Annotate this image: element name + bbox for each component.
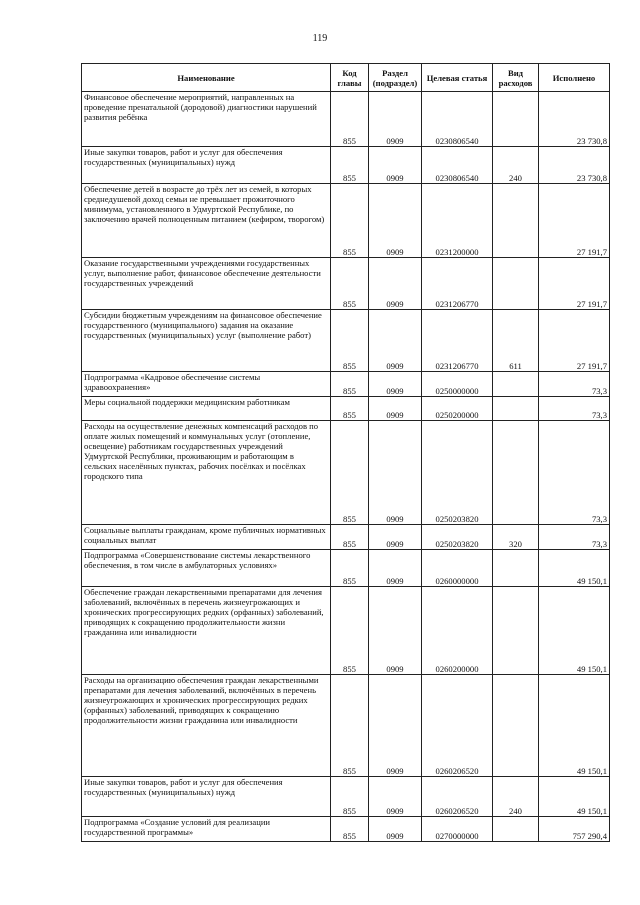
table-row bbox=[82, 817, 610, 842]
row-executed: 49 150,1 bbox=[539, 587, 610, 675]
row-executed: 49 150,1 bbox=[539, 675, 610, 777]
row-executed: 73,3 bbox=[539, 397, 610, 421]
row-name: Иные закупки товаров, работ и услуг для обеспечения государственных (муниципальных) нужд bbox=[82, 777, 331, 817]
row-type bbox=[493, 587, 539, 675]
row-name: Финансовое обеспечение мероприятий, направленных на проведение пренатальной (дородовой) диагностики нарушений развития ребёнка bbox=[82, 92, 331, 147]
table-row bbox=[82, 372, 610, 397]
row-section: 0909 bbox=[369, 92, 422, 147]
row-code: 855 bbox=[331, 421, 369, 525]
row-type bbox=[493, 372, 539, 397]
row-executed: 27 191,7 bbox=[539, 258, 610, 310]
row-target: 0231206770 bbox=[422, 258, 493, 310]
row-type bbox=[493, 550, 539, 587]
row-section: 0909 bbox=[369, 310, 422, 372]
table-row bbox=[82, 258, 610, 310]
row-name: Подпрограмма «Совершенствование системы лекарственного обеспечения, в том числе в амбулаторных условиях» bbox=[82, 550, 331, 587]
row-code: 855 bbox=[331, 777, 369, 817]
row-code: 855 bbox=[331, 184, 369, 258]
header-code: Код главы bbox=[331, 64, 369, 92]
table-row bbox=[82, 777, 610, 817]
row-executed: 757 290,4 bbox=[539, 817, 610, 842]
table-row bbox=[82, 550, 610, 587]
row-name: Расходы на осуществление денежных компенсаций расходов по оплате жилых помещений и коммунальных услуг (отопление, освещение) работникам государственных учреждений Удмуртской Республики, проживающим и работающим в сельских населённых пунктах, рабочих посёлках и посёлках городского типа bbox=[82, 421, 331, 525]
header-target: Целевая статья bbox=[422, 64, 493, 92]
row-type bbox=[493, 397, 539, 421]
row-executed: 49 150,1 bbox=[539, 550, 610, 587]
row-executed: 73,3 bbox=[539, 421, 610, 525]
row-section: 0909 bbox=[369, 817, 422, 842]
row-name: Расходы на организацию обеспечения граждан лекарственными препаратами для лечения заболеваний, включённых в перечень жизнеугрожающих и хронических прогрессирующих редких (орфанных) заболеваний, приводящих к сокращению продолжительности жизни гражданина или инвалидности bbox=[82, 675, 331, 777]
row-target: 0260206520 bbox=[422, 777, 493, 817]
row-target: 0270000000 bbox=[422, 817, 493, 842]
row-code: 855 bbox=[331, 675, 369, 777]
header-name: Наименование bbox=[82, 64, 331, 92]
row-executed: 73,3 bbox=[539, 525, 610, 550]
row-name: Иные закупки товаров, работ и услуг для обеспечения государственных (муниципальных) нужд bbox=[82, 147, 331, 184]
row-name: Меры социальной поддержки медицинским работникам bbox=[82, 397, 331, 421]
row-section: 0909 bbox=[369, 258, 422, 310]
row-executed: 27 191,7 bbox=[539, 310, 610, 372]
row-section: 0909 bbox=[369, 550, 422, 587]
row-type bbox=[493, 421, 539, 525]
row-target: 0250203820 bbox=[422, 421, 493, 525]
row-code: 855 bbox=[331, 92, 369, 147]
header-type: Вид расходов bbox=[493, 64, 539, 92]
row-code: 855 bbox=[331, 147, 369, 184]
row-type: 611 bbox=[493, 310, 539, 372]
table-row bbox=[82, 525, 610, 550]
row-executed: 23 730,8 bbox=[539, 92, 610, 147]
row-target: 0260200000 bbox=[422, 587, 493, 675]
row-target: 0260000000 bbox=[422, 550, 493, 587]
row-code: 855 bbox=[331, 550, 369, 587]
table-row bbox=[82, 675, 610, 777]
row-name: Обеспечение детей в возрасте до трёх лет из семей, в которых среднедушевой доход семьи не превышает прожиточного минимума, установленного в Удмуртской Республике, по заключению врачей полноценным питанием (кефиром, творогом) bbox=[82, 184, 331, 258]
row-target: 0230806540 bbox=[422, 147, 493, 184]
row-section: 0909 bbox=[369, 147, 422, 184]
header-executed: Исполнено bbox=[539, 64, 610, 92]
table-row bbox=[82, 397, 610, 421]
header-section: Раздел (подраздел) bbox=[369, 64, 422, 92]
row-target: 0230806540 bbox=[422, 92, 493, 147]
row-type bbox=[493, 92, 539, 147]
table-row bbox=[82, 310, 610, 372]
row-type: 320 bbox=[493, 525, 539, 550]
row-code: 855 bbox=[331, 817, 369, 842]
row-code: 855 bbox=[331, 397, 369, 421]
row-name: Оказание государственными учреждениями государственных услуг, выполнение работ, финансовое обеспечение деятельности государственных учреждений bbox=[82, 258, 331, 310]
row-type bbox=[493, 817, 539, 842]
row-executed: 49 150,1 bbox=[539, 777, 610, 817]
row-type bbox=[493, 675, 539, 777]
row-code: 855 bbox=[331, 372, 369, 397]
row-executed: 73,3 bbox=[539, 372, 610, 397]
row-section: 0909 bbox=[369, 184, 422, 258]
row-executed: 27 191,7 bbox=[539, 184, 610, 258]
row-target: 0260206520 bbox=[422, 675, 493, 777]
row-section: 0909 bbox=[369, 587, 422, 675]
row-target: 0250000000 bbox=[422, 372, 493, 397]
row-name: Подпрограмма «Создание условий для реализации государственной программы» bbox=[82, 817, 331, 842]
row-target: 0250203820 bbox=[422, 525, 493, 550]
row-name: Социальные выплаты гражданам, кроме публичных нормативных социальных выплат bbox=[82, 525, 331, 550]
row-code: 855 bbox=[331, 258, 369, 310]
row-target: 0231200000 bbox=[422, 184, 493, 258]
row-code: 855 bbox=[331, 587, 369, 675]
row-type bbox=[493, 258, 539, 310]
table-header-row bbox=[82, 64, 610, 92]
row-section: 0909 bbox=[369, 397, 422, 421]
row-section: 0909 bbox=[369, 777, 422, 817]
row-type: 240 bbox=[493, 777, 539, 817]
row-executed: 23 730,8 bbox=[539, 147, 610, 184]
row-name: Субсидии бюджетным учреждениям на финансовое обеспечение государственного (муниципального) задания на оказание государственных (муниципальных) услуг (выполнение работ) bbox=[82, 310, 331, 372]
table-row bbox=[82, 421, 610, 525]
row-target: 0231206770 bbox=[422, 310, 493, 372]
table-row bbox=[82, 92, 610, 147]
row-section: 0909 bbox=[369, 372, 422, 397]
budget-table bbox=[81, 63, 610, 842]
table-row bbox=[82, 184, 610, 258]
table-row bbox=[82, 147, 610, 184]
row-type: 240 bbox=[493, 147, 539, 184]
row-name: Подпрограмма «Кадровое обеспечение системы здравоохранения» bbox=[82, 372, 331, 397]
row-section: 0909 bbox=[369, 675, 422, 777]
row-section: 0909 bbox=[369, 525, 422, 550]
table-row bbox=[82, 587, 610, 675]
row-target: 0250200000 bbox=[422, 397, 493, 421]
row-name: Обеспечение граждан лекарственными препаратами для лечения заболеваний, включённых в перечень жизнеугрожающих и хронических прогрессирующих редких (орфанных) заболеваний, приводящих к сокращению продолжительности жизни гражданина или инвалидности bbox=[82, 587, 331, 675]
row-section: 0909 bbox=[369, 421, 422, 525]
page-number: 119 bbox=[312, 33, 328, 44]
row-type bbox=[493, 184, 539, 258]
row-code: 855 bbox=[331, 525, 369, 550]
row-code: 855 bbox=[331, 310, 369, 372]
